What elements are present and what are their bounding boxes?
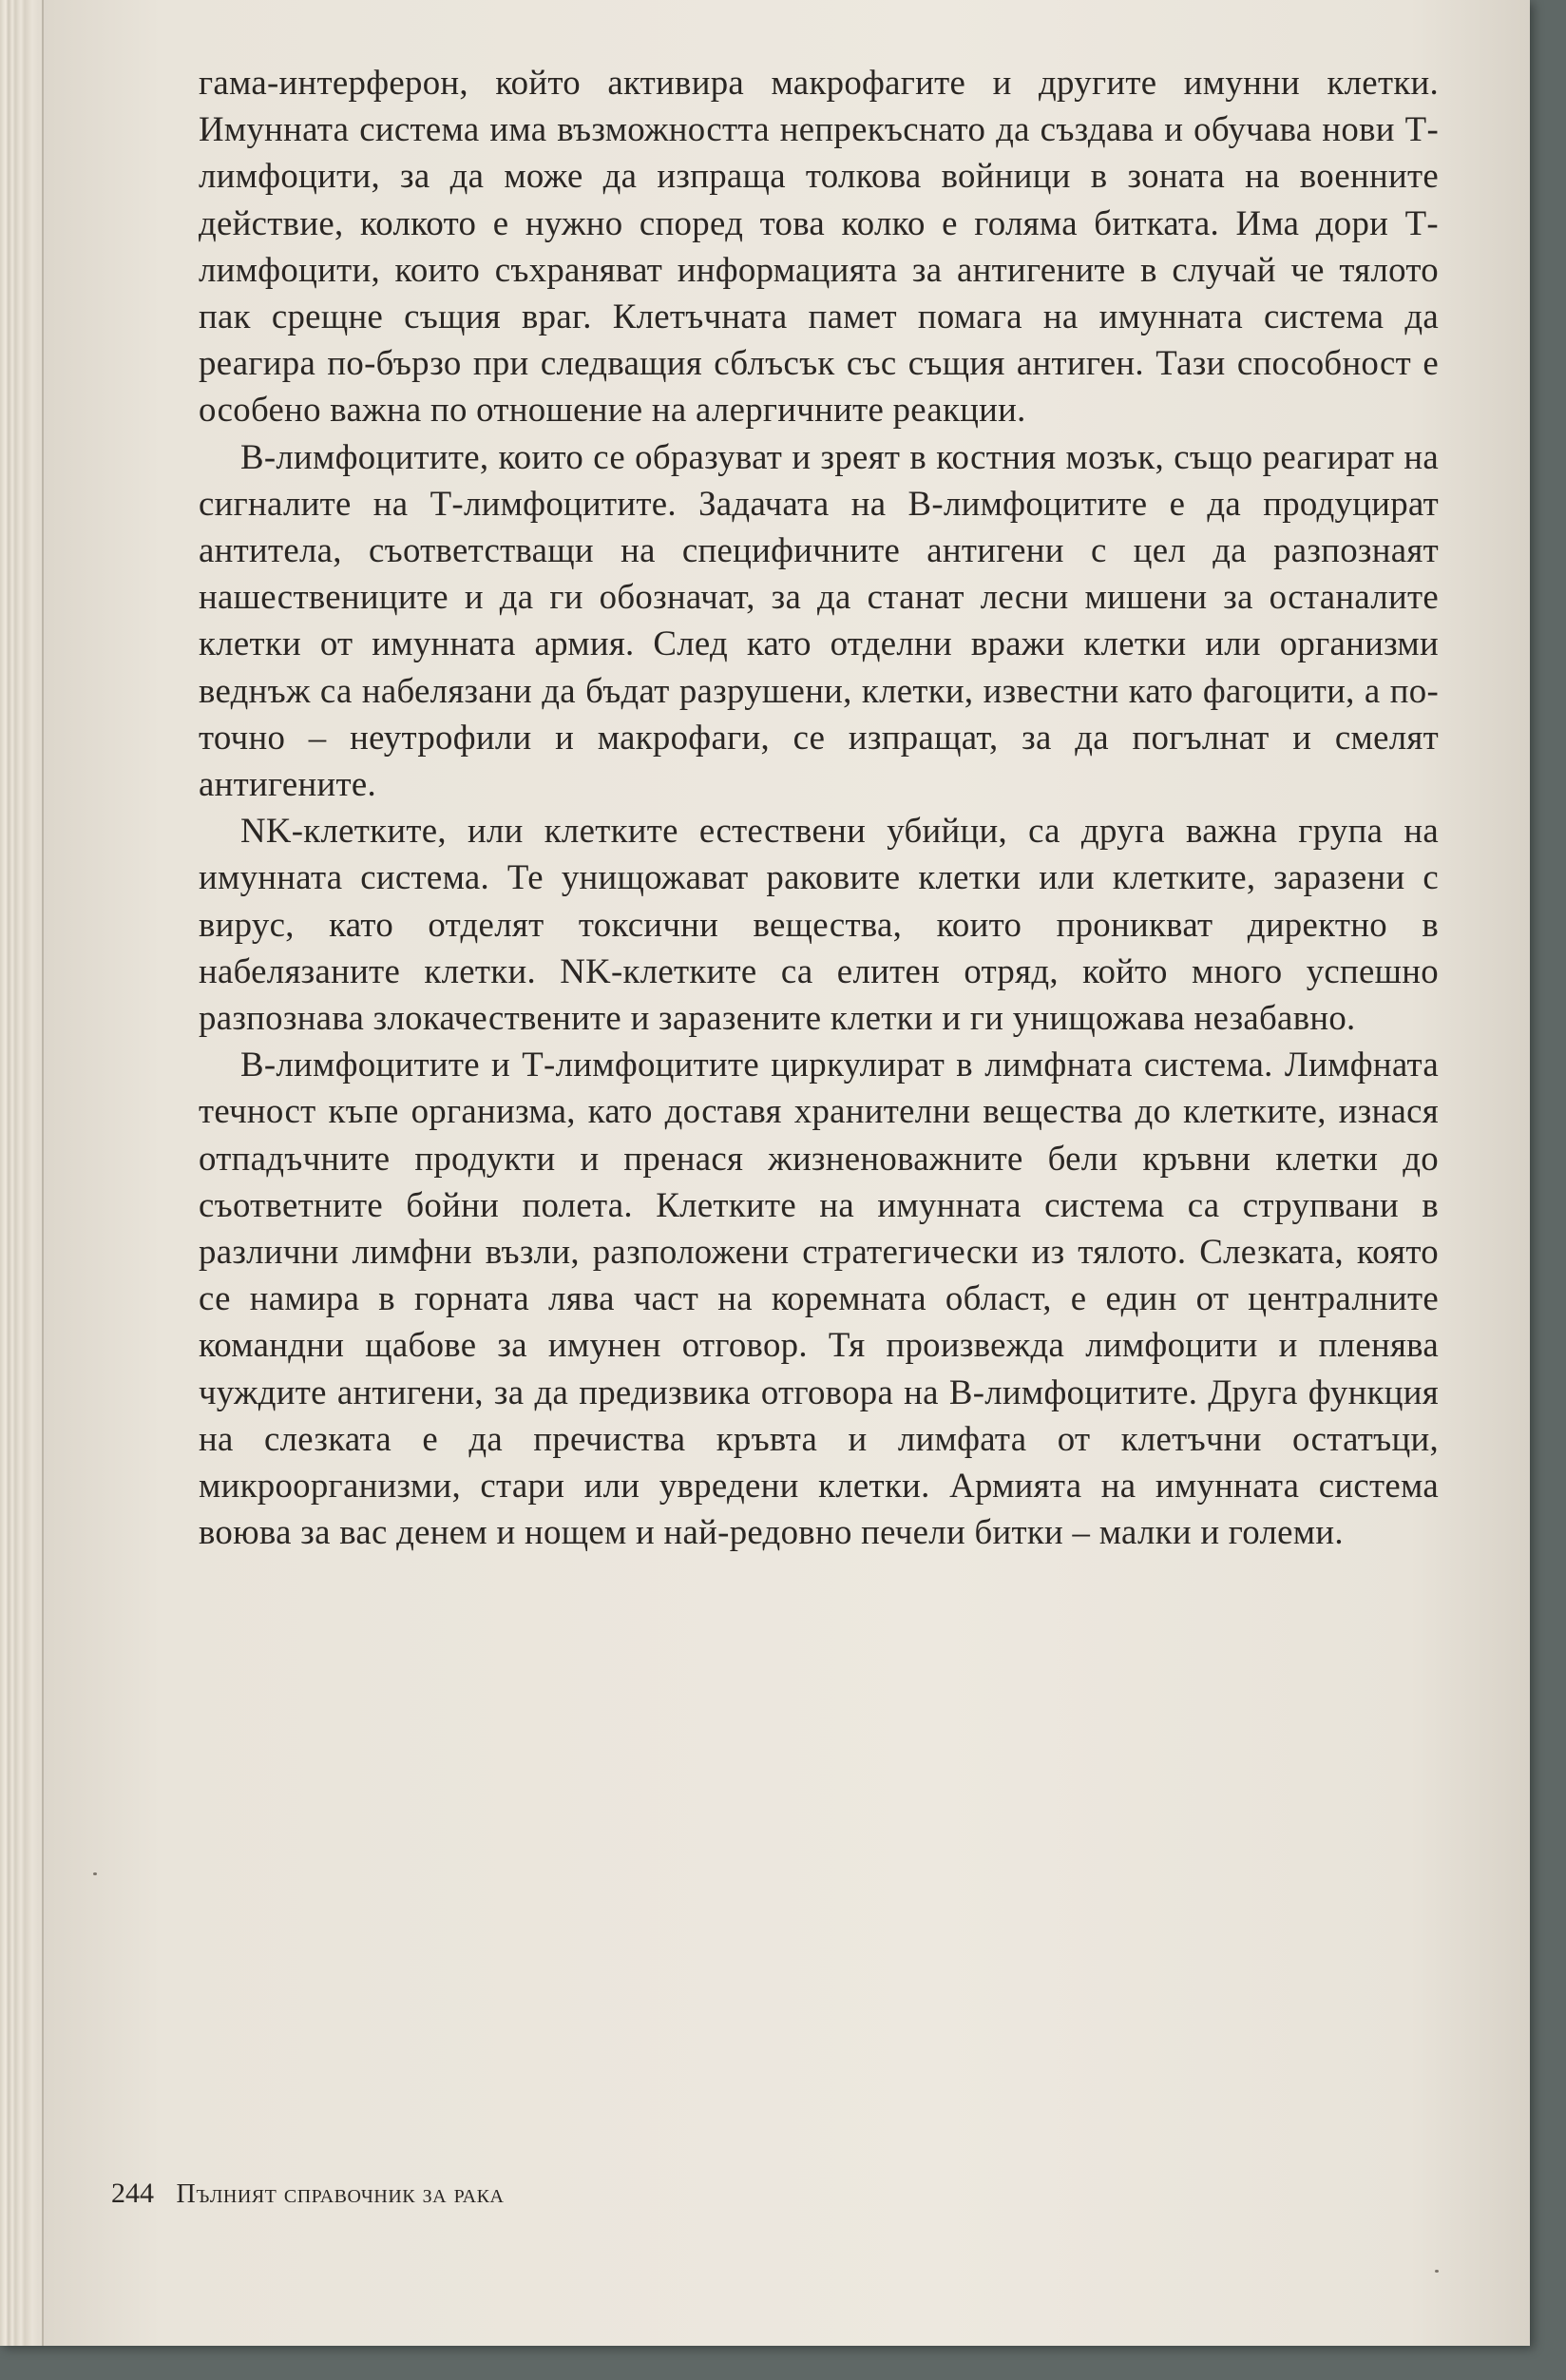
- paragraph-3: NK-клетките, или клетките естествени убийци, са друга важна група на имунната система. Те унищожават раковите клетки или клетките, заразени с вирус, като отделят токсични вещества, които проникват директно в набелязаните клетки. NK-клетките са елитен отряд, който много успешно разпознава злокачествените и заразените клетки и ги унищожава незабавно.: [199, 811, 1439, 1038]
- body-text: [199, 59, 1439, 1556]
- page-edge: [42, 0, 44, 2346]
- paragraph-4: В-лимфоцитите и Т-лимфоцитите циркулират в лимфната система. Лимфната течност къпе организма, като доставя хранителни вещества до клетките, изнася отпадъчните продукти и пренася жизненоважните бели кръвни клетки до съответните бойни полета. Клетките на имунната система са струпвани в различни лимфни възли, разположени стратегически из тялото. Слезката, която се намира в горната лява част на коремната област, е един от централните командни щабове за имунен отговор. Тя произвежда лимфоцити и пленява чуждите антигени, за да предизвика отговора на В-лимфоцитите. Друга функция на слезката е да пречиства кръвта и лимфата от клетъчни остатъци, микроорганизми, стари или увредени клетки. Армията на имунната система воюва за вас денем и нощем и най-редовно печели битки – малки и големи.: [199, 1045, 1439, 1552]
- page-number: 244: [111, 2178, 154, 2209]
- paragraph-1: гама-интерферон, който активира макрофагите и другите имунни клетки. Имунната система има възможността непрекъснато да създава и обучава нови Т-лимфоцити, за да може да изпраща толкова войници в зоната на военните действие, колкото е нужно според това колко е голяма битката. Има дори Т-лимфоцити, които съхраняват информацията за антигените в случай че тялото пак срещне същия враг. Клетъчната памет помага на имунната система да реагира по-бързо при следващия сблъсък със същия антиген. Тази способност е особено важна по отношение на алергичните реакции.: [199, 63, 1439, 430]
- paragraph-2: В-лимфоцитите, които се образуват и зреят в костния мозък, също реагират на сигналите на Т-лимфоцитите. Задачата на В-лимфоцитите е да продуцират антитела, съответстващи на специфичните антигени с цел да разпознаят нашествениците и да ги обозначат, за да станат лесни мишени за останалите клетки от имунната армия. След като отделни вражи клетки или организми веднъж са набелязани да бъдат разрушени, клетки, известни като фагоцити, а по-точно – неутрофили и макрофаги, се изпращат, за да погълнат и смелят антигените.: [199, 436, 1439, 804]
- running-head: Пълният справочник за рака: [176, 2179, 505, 2209]
- paper-speck: [93, 1872, 97, 1875]
- page-footer: [111, 2175, 504, 2214]
- paper-speck: [1435, 2270, 1439, 2273]
